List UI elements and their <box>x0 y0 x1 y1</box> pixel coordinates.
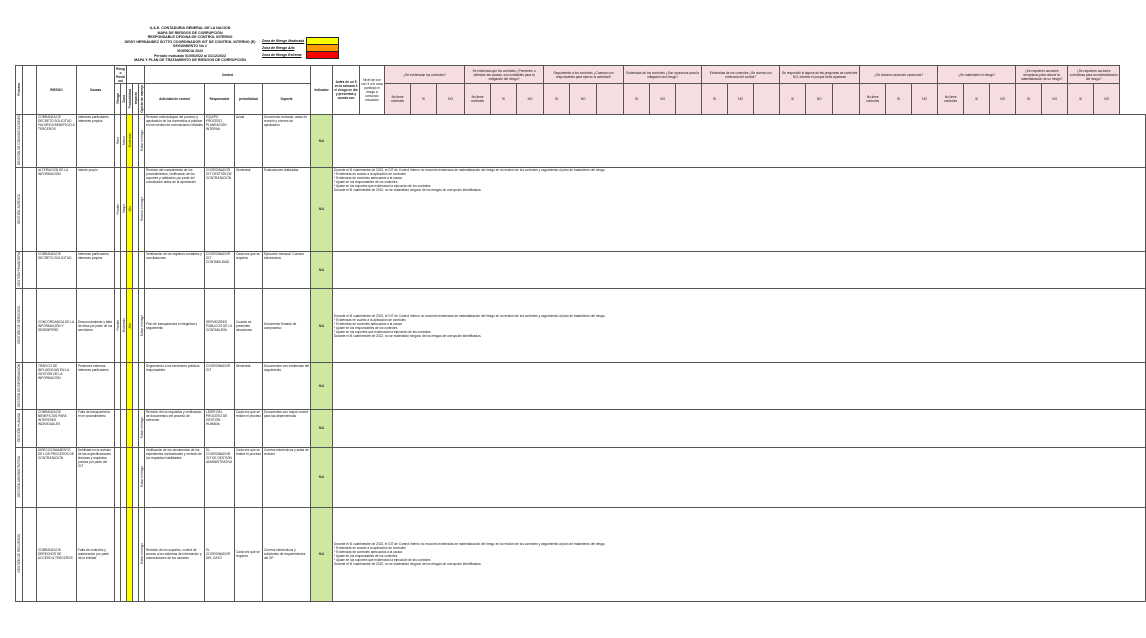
legend-label: Zona de Riesgo Alta <box>262 45 295 50</box>
cell-soporte: Documento firmado de compromiso <box>263 289 311 363</box>
header-line: DEISY HERNÁNDEZ SOTTO COORDINADOR GIT DE CONTROL INTERNO (E) <box>124 39 256 44</box>
table-row <box>16 251 1146 289</box>
cell-followup-empty <box>333 251 1146 289</box>
sub-blank <box>754 84 780 115</box>
header-line: MAPA DE RIESGOS DE CORRUPCIÓN <box>157 30 223 35</box>
sub-si: SI <box>780 84 806 115</box>
cell-responsable: COORDINADOR GIT CONTABILIDAD <box>205 251 235 289</box>
cell-prob: Moderado <box>121 289 127 363</box>
note-line: Durante el III cuatrimestre de 2022, el GIT de Control Interno no encontró evidencias de materialización del riesgo en la revisión de los controles y seguimiento al plan de tratamiento del riesgo. <box>334 168 606 173</box>
q-header: ¿Se requieren acciones tempranas para reducir la materialización de un riesgo? <box>1016 66 1068 84</box>
note-line: * Ajuste en los responsables de los controles <box>334 554 398 559</box>
table-row <box>16 507 1146 601</box>
sub-responsable: Responsable <box>205 84 235 115</box>
cell-actividad: Verificación de los registros contables y conciliaciones <box>145 251 205 289</box>
sub-no: NO <box>1094 84 1120 115</box>
cell-num <box>23 114 37 167</box>
cell-followup-empty <box>333 409 1146 447</box>
sub-no: NO <box>570 84 597 115</box>
q-header: Se respondió si alguna de las preguntas de controles NO, informe el porque debe ajustarse <box>780 66 860 84</box>
legend-swatch <box>306 51 339 59</box>
header-line: MAPA Y PLAN DE TRATAMIENTO DE RIESGOS DE CORRUPCIÓN <box>134 58 246 63</box>
sub-no: NO <box>1042 84 1068 115</box>
cell-indicador: N/A <box>311 363 333 409</box>
cell-zona: Raro <box>115 114 121 167</box>
cell-opcion: Evitar el riesgo <box>139 289 145 363</box>
cell-opcion: Evitar el riesgo <box>139 447 145 507</box>
col-header-antes: Antes de un 5 en la semana 3 el riesgo se dio y presentas y cuenta con <box>333 66 360 115</box>
cell-proceso: GESTIÓN HUMANA <box>16 409 23 447</box>
cell-followup-empty <box>333 447 1146 507</box>
q-header: Evidencias de los controles ¿Se cuenta con evidencia del control? <box>702 66 780 84</box>
cell-proceso: GESTIÓN FINANCIERA <box>17 252 21 287</box>
cell-opcion: Evitar el riesgo <box>139 409 145 447</box>
col-header-blank <box>127 66 145 84</box>
legend-label: Zona de Riesgo Extrema <box>262 52 302 57</box>
cell-num <box>23 507 37 601</box>
cell-actividad: Revisión de los soportes, control de acceso a los sistemas de información y autorizaciones de los usuarios <box>145 507 205 601</box>
cell-soporte: Ejecución mensual. Correos electrónicos <box>263 251 311 289</box>
cell-prob: Menor <box>121 114 127 167</box>
sub-si: SI <box>702 84 728 115</box>
risk-map-table <box>15 65 1146 602</box>
cell-responsable: EQUIPO PROCESO PLANEACIÓN INTERNA <box>205 114 235 167</box>
sub-si: SI <box>1016 84 1042 115</box>
header-row-top <box>16 66 1146 84</box>
cell-periodicidad: Anual <box>235 114 263 167</box>
cell-zona: Posible <box>115 167 121 251</box>
note-line: Durante el III cuatrimestre de 2022, el GIT de Control Interno no encontró evidencias de materialización del riesgo en la revisión de los controles y seguimiento al plan de tratamiento del riesgo. <box>334 313 606 318</box>
sub-soporte: Soporte <box>263 84 311 115</box>
note-line: Durante el III cuatrimestre de 2022, el GIT de Control Interno no encontró evidencias de materialización del riesgo en la revisión de los controles y seguimiento al plan de tratamiento del riesgo. <box>334 542 606 547</box>
q-header: Evidencias de los controles ¿Son oportunos para la mitigación del riesgo? <box>624 66 702 84</box>
note-line: * Ajuste en los responsables de los controles <box>334 180 398 185</box>
sub-si: SI <box>886 84 912 115</box>
note-line: * Evidencias en cuanto a la aplicación de controles <box>334 317 406 322</box>
cell-followup-notes <box>333 289 1146 363</box>
header-row-sub <box>16 84 1146 115</box>
cell-level: Alto <box>127 289 133 363</box>
note-line: Durante el III cuatrimestre de 2022, no se materializó ninguno de los riesgos de corrupción identificados. <box>334 333 482 338</box>
cell-responsable: SERVIDORES PÚBLICOS DE LA CONTADURÍA <box>205 289 235 363</box>
cell-proceso: GESTIÓN DE SERVICIOS <box>16 289 23 363</box>
sub-blank <box>676 84 702 115</box>
sub-si: SI <box>964 84 990 115</box>
table-row <box>16 167 1146 251</box>
cell-riesgo: COBRANZA DE DERECHOS DE ACCESO A TERCEROS <box>37 507 77 601</box>
cell-soporte: Evaluaciones realizadas <box>263 167 311 251</box>
cell-followup-empty <box>333 114 1146 167</box>
header-line: U.A.E. CONTADURIA GENERAL DE LA NACION <box>149 26 231 30</box>
note-line: * Ajuste en los soportes que evidencian la ejecución de los controles <box>334 558 431 563</box>
cell-actividad: Revisión del cumplimiento de los procedimientos, verificación de los soportes y validación por parte del coordinador antes de la aprobación <box>145 167 205 251</box>
q-header: Se evidencia que los controles ¿Previenen o detectan las causas, son confiables para la mitigación del riesgo? <box>465 66 544 84</box>
cell-riesgo: COBRANZA DE DECRETO SOLICITUD <box>37 251 77 289</box>
note-line: Durante el III cuatrimestre de 2022, no se materializó ninguno de los riesgos de corrupción identificados. <box>334 188 482 193</box>
header-line: VIGENCIA 2022 <box>176 48 204 53</box>
q-header: ¿Se materializó el riesgo? <box>938 66 1016 84</box>
table-row <box>16 289 1146 363</box>
cell-opcion: Evitar el riesgo <box>139 114 145 167</box>
cell-soporte: Correos electrónicos y solicitudes de requerimientos del DP <box>263 507 311 601</box>
cell-periodicidad: Cada vez que se realice el proceso <box>235 447 263 507</box>
sub-no: NO <box>650 84 676 115</box>
cell-responsable: EL COORDINADOR DEL GATO <box>205 507 235 601</box>
cell-actividad: Revisión de los requisitos y verificación de documentos del proceso de selección <box>145 409 205 447</box>
table-row <box>16 363 1146 409</box>
cell-periodicidad: Cada vez que se requiera <box>235 251 263 289</box>
sub-periodicidad: periodicidad <box>235 84 263 115</box>
cell-proceso: GESTIÓN JURÍDICA <box>16 167 23 251</box>
cell-soporte: Correos electrónicos y actas de revisión <box>263 447 311 507</box>
sub-no: NO <box>437 84 465 115</box>
col-header-riesgo: RIESGO <box>37 66 77 115</box>
cell-level: Moderado <box>127 114 133 167</box>
header-line: SEGUIMIENTO No 2 <box>173 44 207 49</box>
sub-impacto: Impacto <box>133 84 139 115</box>
sub-si: SI <box>411 84 437 115</box>
q-header: ¿Se requieren acciones correctivas para la materialización del riesgo? <box>1068 66 1120 84</box>
sub-no-controles: No tiene controles <box>938 84 964 115</box>
cell-level: Alto <box>127 167 133 251</box>
cell-prob: Mayor <box>121 167 127 251</box>
sub-blank <box>833 84 860 115</box>
cell-riesgo: TRÁFICO DE INFLUENCIAS EN LA GESTIÓN DE LA INFORMACIÓN <box>37 363 77 409</box>
cell-indicador: N/A <box>311 507 333 601</box>
cell-actividad: Revisión metodológica del proceso y aprobación de los contenidos a publicar en los medios de comunicación oficiales <box>145 114 205 167</box>
cell-causas: Debilidad en la revisión de las especificaciones técnicas y requisitos previos por parte del GIT <box>77 447 115 507</box>
table-row <box>16 114 1146 167</box>
cell-followup-notes <box>333 507 1146 601</box>
cell-periodicidad: Cuando se presenten situaciones <box>235 289 263 363</box>
cell-riesgo: CONCORDANCIA DE LA INFORMACIÓN Y DESEMPEÑO <box>37 289 77 363</box>
cell-soporte: Documento revisado, actas de reunión y correos de aprobación <box>263 114 311 167</box>
note-line: * Evidencias de controles adecuados a la causa <box>334 550 402 555</box>
cell-responsable: COORDINADOR GIT <box>205 363 235 409</box>
cell-causas: Falta de controles y autorización por parte de la entidad <box>77 507 115 601</box>
cell-periodicidad: Cada vez que se requiera <box>235 507 263 601</box>
sub-no-controles: No tiene controles <box>385 84 411 115</box>
sub-no-controles: No tiene controles <box>860 84 886 115</box>
risk-zone-legend <box>262 37 339 58</box>
note-line: * Evidencias de controles adecuados a la causa <box>334 176 402 181</box>
cell-num <box>23 167 37 251</box>
cell-causas: Presiones externas. Intereses particulares <box>77 363 115 409</box>
cell-periodicidad: Semestral <box>235 363 263 409</box>
cell-proceso: GESTIÓN ADMINISTRATIVA <box>16 447 23 507</box>
cell-indicador: N/A <box>311 167 333 251</box>
sub-si: SI <box>491 84 517 115</box>
col-header-nivel: Nivel de con con 3 a le cosa participó el riesgo a consorcio rescación <box>360 66 385 115</box>
sub-riesgo: Riesgo <box>115 84 121 115</box>
cell-indicador: N/A <box>311 289 333 363</box>
cell-causas: Interés propio <box>77 167 115 251</box>
note-line: * Evidencias en cuanto a la aplicación de controles <box>334 546 406 551</box>
cell-responsable: LÍDER DEL PROCESO DE GESTIÓN HUMANA <box>205 409 235 447</box>
q-header: ¿Se evidencian los controles? <box>385 66 465 84</box>
sub-no: NO <box>912 84 938 115</box>
cell-indicador: N/A <box>311 409 333 447</box>
cell-actividad: Plan de transparencia e integridad y seguimiento <box>145 289 205 363</box>
col-header-proceso: Proceso <box>16 66 23 115</box>
legend-label: Zona de Riesgo Moderada <box>262 38 305 43</box>
sub-no: NO <box>517 84 544 115</box>
cell-actividad: Seguimiento a los servidores públicos responsables <box>145 363 205 409</box>
cell-actividad: Verificación de los documentos de los expedientes contractuales y revisión de los requisitos habilitantes <box>145 447 205 507</box>
cell-proceso: GESTIÓN DE INFORMACIÓN <box>17 363 21 408</box>
sub-blank <box>597 84 624 115</box>
note-line: * Evidencias de controles adecuados a la causa <box>334 321 402 326</box>
cell-indicador: N/A <box>311 447 333 507</box>
q-header: Seguimiento a los controles ¿Cuentan con responsables para ejercer la actividad? <box>544 66 624 84</box>
cell-indicador: N/A <box>311 114 333 167</box>
legend-item <box>262 51 339 58</box>
cell-opcion: Evitar el riesgo <box>139 507 145 601</box>
header-line: Periodo evaluado 01/05/2022 al 31/12/2022 <box>154 53 226 58</box>
sub-si: SI <box>624 84 650 115</box>
sub-no: NO <box>806 84 833 115</box>
cell-num <box>23 289 37 363</box>
sub-no: NO <box>728 84 754 115</box>
cell-riesgo: COBRANZA DE DECRETO SOLICITUD FALSIFICA BENEFICIO A TERCEROS <box>37 114 77 167</box>
cell-num <box>23 447 37 507</box>
header-line: RESPONSABLE OFICINA DE CONTROL INTERNO <box>147 35 233 40</box>
note-line: Durante el III cuatrimestre de 2022, no se materializó ninguno de los riesgos de corrupción identificados. <box>334 562 482 567</box>
q-header: ¿Se tomaron acciones oportunas? <box>860 66 938 84</box>
cell-riesgo: ALTERACIÓN DE LA INFORMACIÓN <box>37 167 77 251</box>
cell-indicador: N/A <box>311 251 333 289</box>
cell-soporte: Documentos con evidencias del seguimiento <box>263 363 311 409</box>
sub-si: SI <box>544 84 570 115</box>
risk-map-sheet <box>15 65 1118 625</box>
cell-num <box>23 363 37 409</box>
cell-followup-notes <box>333 167 1146 251</box>
sub-no: NO <box>990 84 1016 115</box>
table-row <box>16 447 1146 507</box>
sub-no-controles: No tiene controles <box>465 84 491 115</box>
col-header-riesgo-residual: Riesgo Residual <box>116 66 125 83</box>
cell-causas: Intereses particulares, intereses propios <box>77 251 115 289</box>
col-header-causas: Causas <box>77 66 115 115</box>
table-row <box>16 409 1146 447</box>
cell-periodicidad: Cada vez que se realice el proceso <box>235 409 263 447</box>
cell-causas: Falta de transparencia en el procedimiento <box>77 409 115 447</box>
cell-responsable: EL COORDINADOR GIT DE GESTIÓN ADMINISTRATIVA <box>205 447 235 507</box>
cell-causas: Intereses particulares. Intereses propios <box>77 114 115 167</box>
cell-responsable: COORDINADOR GIT GESTIÓN DE CONTRATACIÓN <box>205 167 235 251</box>
sub-opcion: Opción de manejo <box>140 84 144 113</box>
note-line: * Evidencias en cuanto a la aplicación de controles <box>334 172 406 177</box>
cell-riesgo: DIRECCIONAMIENTO DE LOS PROCESOS DE CONTRATACIÓN <box>37 447 77 507</box>
col-header-indicador: indicador <box>311 66 333 115</box>
cell-opcion: Reducir el riesgo <box>139 167 145 251</box>
cell-num <box>23 409 37 447</box>
col-header-num <box>23 66 37 115</box>
cell-periodicidad: Semestral <box>235 167 263 251</box>
cell-causas: Desconocimiento y falta de ética por parte de los servidores <box>77 289 115 363</box>
sub-si: SI <box>1068 84 1094 115</box>
cell-soporte: Documentos con mayor control para las dependencias <box>263 409 311 447</box>
sub-actividad: Actividad de control <box>145 84 205 115</box>
note-line: * Ajuste en los soportes que evidencian la ejecución de los controles <box>334 184 431 189</box>
cell-riesgo: COBRANZA DE BENEFICIOS PARA INTERESES INDIVIDUALES <box>37 409 77 447</box>
cell-zona: Posible <box>115 289 121 363</box>
cell-followup-empty <box>333 363 1146 409</box>
cell-proceso: GESTIÓN DE COMUNICACIONES <box>17 115 21 166</box>
note-line: * Ajuste en los responsables de los controles <box>334 325 398 330</box>
sub-zona: Zona <box>121 84 127 115</box>
sub-probabilidad: Probabilidad <box>127 84 133 115</box>
note-line: * Ajuste en los soportes que evidencian la ejecución de los controles <box>334 329 431 334</box>
cell-proceso: GESTIÓN DE RECURSOS <box>16 507 23 601</box>
cell-num <box>23 251 37 289</box>
col-header-control: Control <box>145 66 311 84</box>
